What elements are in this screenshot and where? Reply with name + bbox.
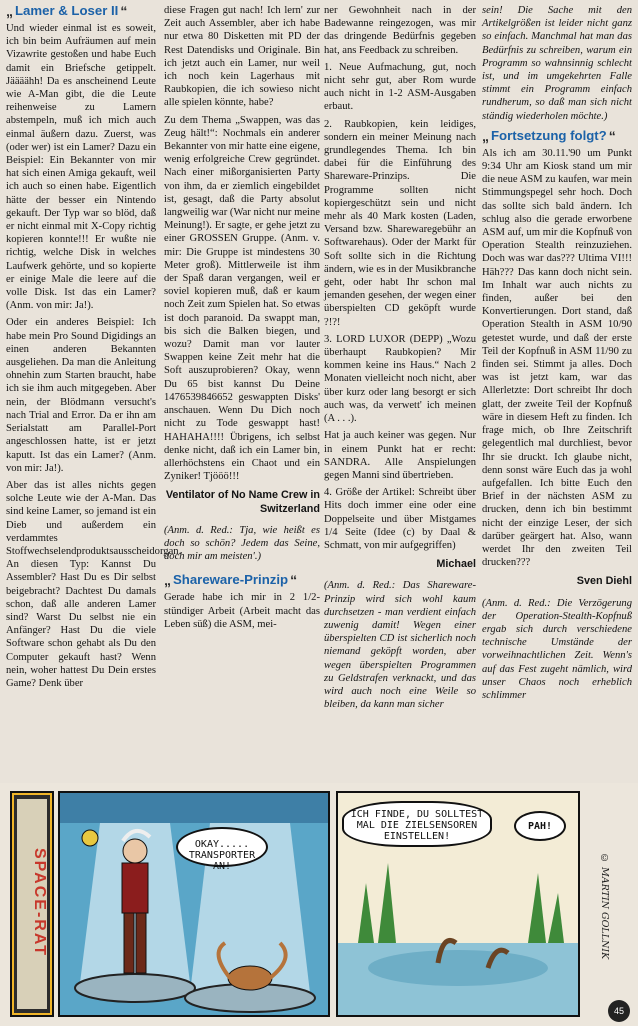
- comic-panel-1: [58, 791, 330, 1017]
- page-number: 45: [608, 1000, 630, 1022]
- speech-bubble: PAH!: [514, 811, 566, 841]
- column-2: [164, 4, 320, 780]
- section-title: Shareware-Prinzip: [173, 572, 289, 588]
- letter-signature: Michael: [436, 558, 476, 571]
- letter-paragraph: Hat ja auch keiner was gegen. Nur in einem Punkt hat er recht: SANDRA. Alle Anspielungen gegen Manni sind übertrieben.: [324, 430, 476, 481]
- letter-paragraph: 1. Neue Aufmachung, gut, noch nicht sehr gut, aber Rom wurde auch nicht in 1-2 ASM-Ausgaben erbaut.: [324, 61, 476, 113]
- section-header: [482, 129, 632, 143]
- comic-strip: [0, 783, 638, 1026]
- section-header: [164, 573, 320, 587]
- section-header: [6, 4, 156, 18]
- column-1: [6, 3, 182, 780]
- letter-paragraph: Zu dem Thema „Swappen, was das Zeug hält!“: Nochmals ein anderer Bekannter von mir hatte eine eigene, wenig erfolgreiche Crew gegründet. Nach einer mißorganisierten Party von ihm, da er ziemlich eingebildet ist, gesagt, daß die Party absolut langweilig war (War nicht nur meine Meinung!). Er sagte, er gehe jetzt zu einer GROSSEN Gruppe. (Anm. v. mir: Die Gruppe ist mindestens 30 Meter groß). Mittlerweile ist ihm der Spaß daran vergangen, weil er soviel kopieren muß, daß er kaum noch Zeit zum Spielen hat. So etwas ist doch paranoid. Da swappt man, bis sich die Balken biegen, und wozu? Damit man vor lauter Swappen keine Zeit mehr hat die Soft auszuprobieren? Okay, wenn Du 65 bist kannst Du Deine 1476539846652 geswappten Disks' anschauen. Wenn Du Dich noch nicht zu Tode geswappt hast! HAHAHA!!!! Übrigens, ich selbst denke nicht, daß ich ein Lamer bin, allerhöchstens ein Chaot und ein Zyniker! Tjööö!!!: [164, 114, 320, 483]
- editor-note: (Anm. d. Red.: Das Shareware-Prinzip wird sich wohl kaum durchsetzen - man verdient einfach zuwenig damit! Wegen einer überspielten CD ist sicherlich noch niemand geköpft worden, aber wegen überspielten Programmen zu Geldstrafen verknackt, und das wird auch noch eine Weile so bleiben, da kann man sicher: [324, 580, 476, 711]
- letter-paragraph: Aber das ist alles nichts gegen solche Leute wie der A-Man. Das sind keine Lamer, so jemand ist ein Dieb und außerdem ein verdammtes Stoffwechselendproduktsausscheidorgan. An diesen Typ: Kannst Du Assembler? Hast Du es Dir selbst beigebracht? Dachtest Du damals schon, daß alle anderen Lamer sind? Warst Du selbst nie ein Anfänger? Hast Du die viele Software schon gehabt als Du den Computer gekauft hast? Wenn nein, woher hattest Du Dein erstes Game? Denk über: [6, 479, 182, 689]
- quote-mark: „: [482, 127, 489, 144]
- letter-paragraph: diese Fragen gut nach! Ich lern' zur Zeit auch Assembler, aber ich habe nur etwa 80 Disketten mit PD der Rest Datendisks und Originale. Bin ich jetzt auch ein Lamer, nur weil ich noch kein Lagerhaus mit Raubkopien, die ich sowieso nicht alle spielen könnte, habe?: [164, 5, 320, 109]
- artist-signature: © MARTIN GOLLNIK: [599, 853, 610, 960]
- section-title: Fortsetzung folgt?: [491, 127, 607, 143]
- editor-note: (Anm. d. Red.: Tja, wie heißt es doch so schön? Jedem das Seine, doch mir am meisten'.): [164, 524, 320, 563]
- letter-paragraph: Oder ein anderes Beispiel: Ich habe mein Pro Sound Digidings an einen anderen Bekannten ausgeliehen. Da man die Anleitung ohnehin zum Starten braucht, habe ich sie ihm auch mitgegeben. Aber nein, der Blödmann versucht's nach Trial and Error. Da er ihn am Serialstatt am Parallel-Port angeschlossen hatte, ist er jetzt kaputt. Ist das ein Lamer? (Anm. von mir: Ja!).: [6, 317, 156, 474]
- quote-mark: „: [164, 572, 171, 589]
- transporter-scene: [60, 793, 328, 1015]
- editor-note: (Anm. d. Red.: Die Verzögerung der Operation-Stealth-Kopfnuß ergab sich durch verschiedene technische Umstände der vorweihnachtlichen Zeit. Wenn's auf das Fest zugeht nämlich, wird unser Chaos noch erheblich schlimmer: [482, 597, 632, 701]
- letter-paragraph: 2. Raubkopien, kein leidiges, sondern ein meiner Meinung nach grundlegendes Thema. Ich bin dabei für die Einführung des Shareware-Prinzips. Die Programme sollten nicht kopiergeschützt sein und nicht mehr als 40 Mark kosten (Laden, Versand bzw. Sharewaregebühr an Softwarehaus). Oder der Markt für Soft sollte sich in die Richtung ändern, wie es in der Musikbranche geht, oder habt Ihr schon mal jemanden gesehen, der wegen einer überspielten CD geköpft wurde ?!?!: [324, 118, 476, 328]
- speech-bubble: ICH FINDE, DU SOLLTEST MAL DIE ZIELSENSOREN EINSTELLEN!: [342, 801, 492, 847]
- letter-paragraph: Als ich am 30.11.'90 um Punkt 9:34 Uhr am Kiosk stand um mir die neue ASM zu kaufen, war mein Stimmungspegel sehr hoch. Doch das sollte sich bald ändern. Ich schlug also die gerade erworbene ASM auf, um mir die Kopfnuß von Operation Stealth reinzuziehen. Doch was war das??? Ultima VI!!! Häh??? Das kann doch nicht sein. Im Inhalt war auch nichts zu finden, außer bei den Konvertierungen. Dort stand, daß Operation Stealth in ASM 10/90 getestet wurde, und daß der erste Teil der Kopfnuß in ASM 11/90 zu finden sei. Stimmt ja alles. Doch was ist jetzt kam, war das Allerletzte: Dort schreibt Ihr doch glatt, der zweite Teil der Kopfnuß wäre in diesem Heft zu finden. Ich frage mich, ob Ihre Zeitschrift gelegentlich mal durchliest, bevor Ihr sie druckt. Ich glaube nicht, denn sonst wäre Euch das ja wohl aufgefallen. Ich bitte Euch den Brief in der nächsten ASM zu drucken, denn ich bin bestimmt nicht der einzige Leser, der sich darüber geärgert hat. Also, wann werdet Ihr den zweiten Teil drucken???: [482, 147, 632, 569]
- editor-note-continued: sein! Die Sache mit den Artikelgrößen ist leider nicht ganz so einfach. Manchmal hat man das Bedürfnis zu schreiben, warum ein Programm so wahnsinnig schlecht ist, und im umgekehrten Falle stimmt ein Programm einfach rundherum, so daß man sich nicht ständig wiederholen möchte.): [482, 5, 632, 122]
- letter-paragraph: Gerade habe ich mir in 2 1/2-stündiger Arbeit (Arbeit macht das Leben süß) die ASM, mei-: [164, 592, 320, 630]
- letter-signature: Ventilator of No Name Crew in Switzerland: [165, 489, 320, 515]
- letter-signature: Sven Diehl: [576, 575, 632, 588]
- quote-mark: “: [608, 127, 616, 144]
- letter-paragraph: 4. Größe der Artikel: Schreibt über Hits doch immer eine oder eine Doppelseite und über Mistgames 1/4 Seite (Idee (c) by Daal & Schmatt, von mir aufgegriffen): [324, 487, 476, 551]
- letter-paragraph: ner Gewohnheit nach in der Badewanne reingezogen, was mir das dringende Bedürfnis gegeben hat, ans Feedback zu schreiben.: [324, 5, 476, 56]
- letter-paragraph: 3. LORD LUXOR (DEPP) „Wozu überhaupt Raubkopien? Mir kommen keine ins Haus.“ Nach 2 Monaten vielleicht noch nicht, aber über kurz oder lang besorgt er sich auch was, da verwett' ich meinen (A . . .).: [324, 333, 476, 425]
- column-4: [482, 4, 632, 780]
- quote-mark: “: [290, 572, 298, 589]
- quote-mark: “: [120, 3, 128, 19]
- comic-title: SPACE-RAT: [31, 847, 48, 957]
- letter-paragraph: Und wieder einmal ist es soweit, ich bin beim Aufräumen auf mein Vizawrite gestoßen und habe Euch damit ein Briefsche getippelt. Jäääähh! Da es anscheinend Leute wie A-Man gibt, die die Leute reihenweise zu Lamern abstempeln, muß ich mich auch einmal äußern dazu. Zuerst, was (oder wer) ist ein Lamer? Dazu ein Beispiel: Ein Bekannter von mir hat sich einen Amiga gekauft, weil ich auch so einen habe. Eigentlich hätte der besser ein Nintendo gekauft. Der Typ war so blöd, daß er nicht einmal mit X-Copy richtig kopieren konnte!!! Er wußte nie richtig, welche Disk in welches Laufwerk gehörte, und so kopierte er einige Male die leere auf die volle Disk. Ist das ein Lamer? (Anm. von mir: Ja!).: [6, 23, 156, 312]
- speech-bubble: OKAY..... TRANSPORTER AN!: [176, 827, 268, 867]
- section-title: Lamer & Loser II: [15, 3, 119, 18]
- column-3: [324, 4, 476, 780]
- quote-mark: „: [6, 3, 13, 19]
